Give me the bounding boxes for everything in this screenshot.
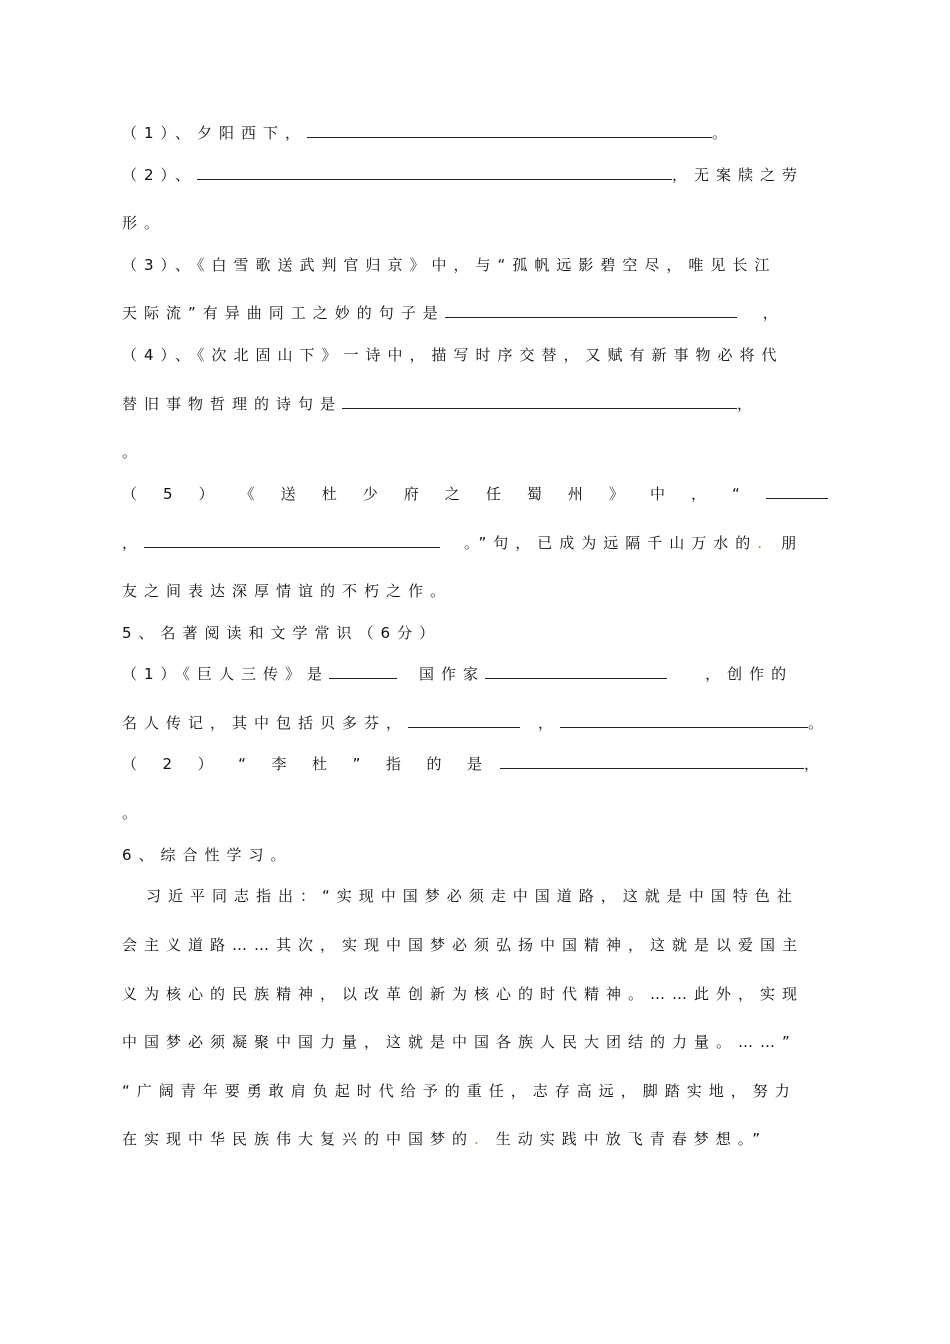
sec5-q1-blank-2[interactable] [408,711,520,728]
sec6-paragraph-line: “广阔青年要勇敢肩负起时代给予的重任，志存高远，脚踏实地，努力 [122,1082,797,1100]
sec5-q2-token: 是 [466,755,482,773]
sec6-p6b: 生动实践中放飞青春梦想。” [495,1130,768,1148]
q5-token: ， [690,485,706,503]
q5-token: 》 [608,485,624,503]
q2-blank[interactable] [197,163,672,180]
q5-token: 5 [163,485,173,503]
q5-token: 少 [362,485,378,503]
sec5-q2-token: 指 [385,755,401,773]
q5-token: 送 [280,485,296,503]
sec5-q1-b: 国作家 [419,665,486,683]
sec5-q2-line [122,752,828,776]
q4-end: ， [737,395,760,413]
q5-token: 任 [485,485,501,503]
sec5-q1-line2-text: 名人传记，其中包括贝多芬， [122,714,409,732]
q5-token: 府 [403,485,419,503]
q5-token: “ [732,485,740,503]
sec6-paragraph-line: 中国梦必须凝聚中国力量，这就是中国各族人民大团结的力量。……” [122,1033,797,1051]
q2-wrap: 形。 [122,214,167,232]
q4-blank[interactable] [342,392,737,409]
sec5-q1-blank-author[interactable] [485,662,667,679]
sec6-dot: . [474,1130,486,1148]
q1-blank[interactable] [307,121,712,138]
q3-line1: （3）、《白雪歌送武判官归京》中，与“孤帆远影碧空尽，唯见长江 [122,256,777,274]
q5-line1 [122,482,828,506]
q5-token: 蜀 [526,485,542,503]
q5-line2-mid: 。”句，已成为远隔千山万水的 [464,534,758,552]
q3-blank[interactable] [445,301,737,318]
q4-line1: （4）、《次北固山下》一诗中，描写时序交替，又赋有新事物必将代 [122,346,784,364]
sec5-q2-token: 的 [426,755,442,773]
sec5-q2-token: “ [238,755,246,773]
q3-line2-text: 天际流”有异曲同工之妙的句子是 [122,304,445,322]
sec5-q1-blank-3[interactable] [560,711,808,728]
q5-line2 [122,531,803,555]
sec6-paragraph-line: 会主义道路……其次，实现中国梦必须弘扬中国精神，这就是以爱国主 [122,936,805,954]
sec5-q2-token: ” [352,755,361,773]
q5-blank-1[interactable] [766,482,828,499]
q5-dot: . [757,534,770,552]
q5-token: 《 [239,485,255,503]
sec5-q2-wrap: 。 [122,804,138,822]
q3-end: ， [762,304,785,322]
sec5-q1-line2 [122,711,830,735]
q1-lead: （1）、夕阳西下， [122,124,308,142]
q3-line2 [122,301,785,325]
sec6-paragraph-line: 义为核心的民族精神，以改革创新为核心的时代精神。……此外，实现 [122,985,805,1003]
q5-token: 州 [567,485,583,503]
sec5-q2-token: 2 [162,755,173,773]
sec5-q2-blank[interactable] [500,752,804,769]
sec6-paragraph-line: 习近平同志指出：“实现中国梦必须走中国道路，这就是中国特色社 [146,887,799,905]
sec5-q1-comma: ， [538,714,561,732]
q5-blank-2[interactable] [144,531,440,548]
sec5-q2-tokens [122,752,482,776]
q2-line [122,163,804,187]
sec5-q1-end: 。 [808,714,831,732]
sec5-q2-token: ） [197,755,213,773]
q4-wrap: 。 [122,443,138,461]
q5-line2-start: ， [122,534,145,552]
q5-token: 之 [444,485,460,503]
sec5-q1-c: ，创作的 [705,665,794,683]
q2-end: ，无案牍之劳 [672,166,805,184]
sec5-q2-token: 杜 [312,755,328,773]
sec5-q2-end: ， [804,755,820,773]
sec6-title: 6、综合性学习。 [122,846,293,864]
sec5-q1-line1 [122,662,793,686]
q1-line [122,121,734,145]
sec5-title: 5、名著阅读和文学常识（6分） [122,624,442,642]
q4-line2 [122,392,759,416]
q5-token: 杜 [321,485,337,503]
q2-lead: （2）、 [122,166,198,184]
sec6-p6a: 在实现中华民族伟大复兴的中国梦的 [122,1130,475,1148]
sec6-paragraph-line [122,1127,767,1151]
q1-end: 。 [712,124,735,142]
sec5-q1-a: （1）《巨人三传》是 [122,665,330,683]
q5-token: 中 [649,485,665,503]
sec5-q2-token: 李 [271,755,287,773]
sec5-q1-blank-country[interactable] [329,662,397,679]
q5-line3: 友之间表达深厚情谊的不朽之作。 [122,582,453,600]
q5-token: ） [198,485,214,503]
q5-line2-end: 朋 [781,534,804,552]
sec5-q2-token: （ [122,755,138,773]
q4-line2-text: 替旧事物哲理的诗句是 [122,395,343,413]
q5-token: （ [122,485,138,503]
